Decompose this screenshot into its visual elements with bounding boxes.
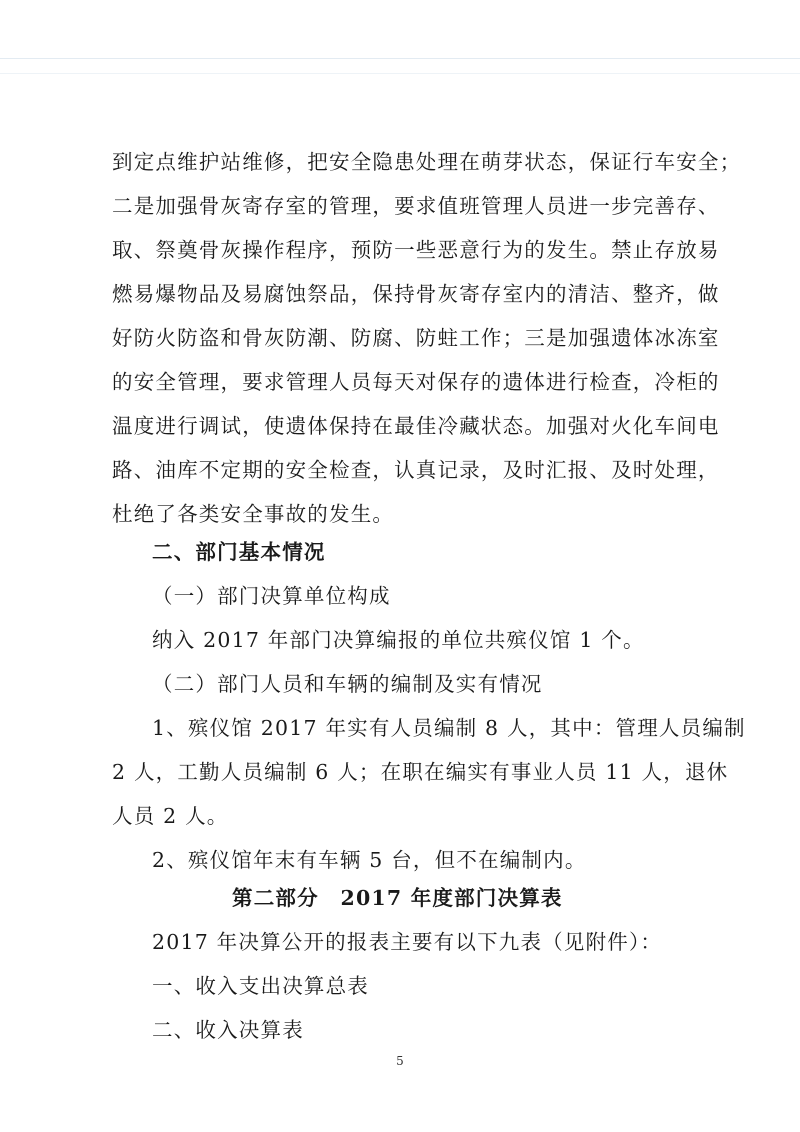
paragraph-line-1: 到定点维护站维修，把安全隐患处理在萌芽状态，保证行车安全； [112,150,742,174]
paragraph-line-3: 取、祭奠骨灰操作程序，预防一些恶意行为的发生。禁止存放易 [112,238,720,262]
vehicle-line: 2、殡仪馆年末有车辆 5 台，但不在编制内。 [152,848,587,872]
unit-structure-text: 纳入 2017 年部门决算编报的单位共殡仪馆 1 个。 [152,628,645,652]
scan-artifact-lines [0,58,800,74]
paragraph-line-5: 好防火防盗和骨灰防潮、防腐、防蛀工作；三是加强遗体冰冻室 [112,326,720,350]
paragraph-line-7: 温度进行调试，使遗体保持在最佳冷藏状态。加强对火化车间电 [112,414,720,438]
staff-line-3: 人员 2 人。 [112,804,229,828]
subsection-heading-staff-vehicles: （二）部门人员和车辆的编制及实有情况 [152,672,543,696]
table-list-item-1: 一、收入支出决算总表 [152,974,369,998]
page-number: 5 [396,1054,404,1068]
staff-line-1: 1、殡仪馆 2017 年实有人员编制 8 人，其中：管理人员编制 [152,716,746,740]
part-two-heading: 第二部分 2017 年度部门决算表 [232,886,563,910]
paragraph-line-9: 杜绝了各类安全事故的发生。 [112,502,395,526]
part-two-intro: 2017 年决算公开的报表主要有以下九表（见附件）： [152,930,663,954]
paragraph-line-4: 燃易爆物品及易腐蚀祭品，保持骨灰寄存室内的清洁、整齐，做 [112,282,720,306]
paragraph-line-2: 二是加强骨灰寄存室的管理，要求值班管理人员进一步完善存、 [112,194,720,218]
table-list-item-2: 二、收入决算表 [152,1018,304,1042]
paragraph-line-8: 路、油库不定期的安全检查，认真记录，及时汇报、及时处理， [112,458,720,482]
paragraph-line-6: 的安全管理，要求管理人员每天对保存的遗体进行检查，冷柜的 [112,370,720,394]
staff-line-2: 2 人，工勤人员编制 6 人；在职在编实有事业人员 11 人，退休 [112,760,729,784]
subsection-heading-unit-structure: （一）部门决算单位构成 [152,584,391,608]
section-heading-basic-info: 二、部门基本情况 [152,540,326,564]
